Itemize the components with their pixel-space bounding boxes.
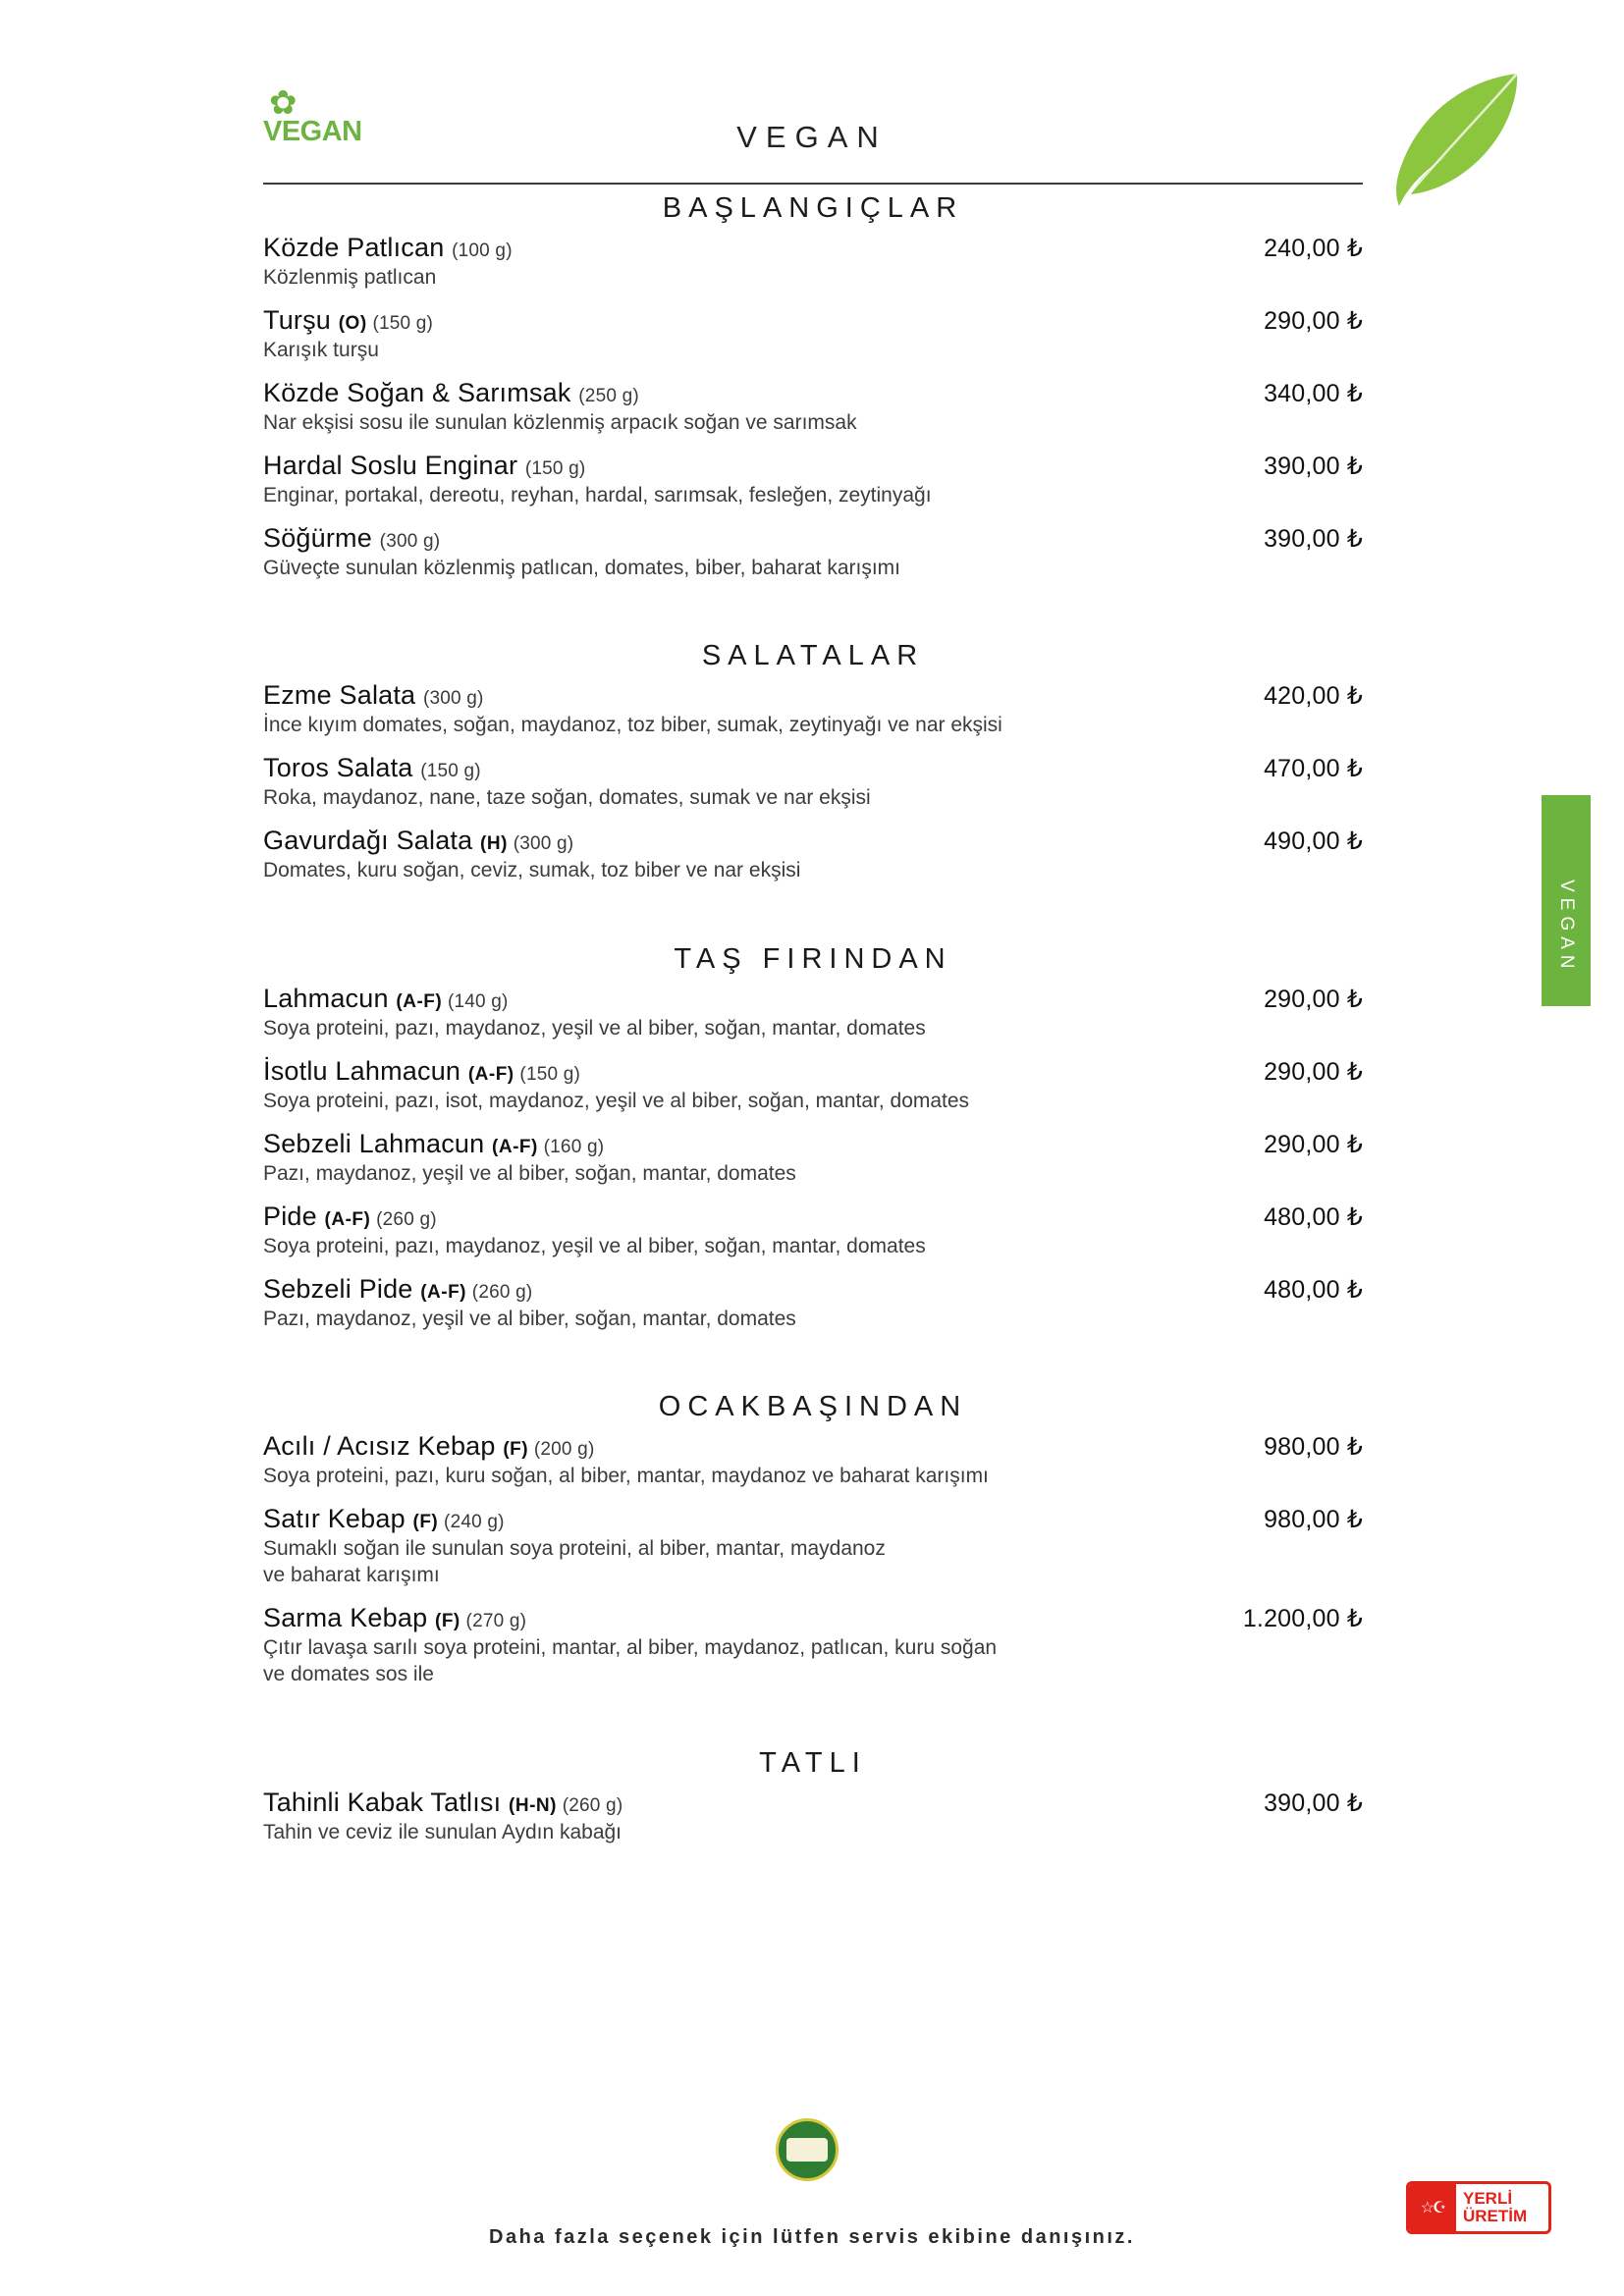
menu-item-portion: (200 g) (533, 1439, 595, 1461)
side-tab-label: VEGAN (1556, 880, 1577, 975)
section-title: BAŞLANGIÇLAR (662, 192, 964, 224)
menu-item-price: 390,00 ₺ (1264, 524, 1363, 553)
menu-item-description: Domates, kuru soğan, ceviz, sumak, toz biber ve nar ekşisi (263, 859, 801, 882)
menu-item-allergen-code: (A-F) (420, 1281, 472, 1303)
page-title: VEGAN (736, 120, 888, 154)
menu-item-header (263, 1431, 1363, 1462)
menu-item-name: İsotlu Lahmacun (A-F) (150 g) (263, 1055, 581, 1086)
menu-item-header (263, 451, 1363, 481)
menu-item-portion: (140 g) (447, 991, 509, 1012)
menu-item-allergen-code: (A-F) (467, 1063, 520, 1085)
menu-item-name: Satır Kebap (F) (240 g) (263, 1504, 505, 1534)
leaf-icon: ✿ (269, 84, 298, 122)
menu-item-name: Söğürme (300 g) (263, 522, 441, 553)
menu-item-description: İnce kıyım domates, soğan, maydanoz, toz biber, sumak, zeytinyağı ve nar ekşisi (263, 714, 1002, 737)
menu-item (263, 749, 1363, 822)
menu-item-header (263, 305, 1363, 336)
menu-item-name: Pide (A-F) (260 g) (263, 1201, 437, 1231)
footer-note: Daha fazla seçenek için lütfen servis ekibine danışınız. (489, 2226, 1135, 2248)
menu-item-name: Turşu (O) (150 g) (263, 304, 434, 335)
menu-item-portion: (250 g) (578, 385, 639, 406)
menu-item-name: Sebzeli Lahmacun (A-F) (160 g) (263, 1128, 605, 1158)
menu-item-price: 420,00 ₺ (1264, 682, 1363, 711)
menu-item-portion: (150 g) (524, 457, 586, 479)
menu-item-allergen-code: (A-F) (492, 1136, 544, 1157)
menu-item-price: 340,00 ₺ (1264, 379, 1363, 407)
menu-item (263, 374, 1363, 447)
menu-item-price: 980,00 ₺ (1264, 1433, 1363, 1462)
section-title: TATLI (759, 1746, 867, 1779)
menu-item (263, 1125, 1363, 1198)
menu-item-header (263, 984, 1363, 1014)
menu-item-description: Soya proteini, pazı, kuru soğan, al biber, mantar, maydanoz ve baharat karışımı (263, 1465, 989, 1488)
menu-item-portion: (260 g) (376, 1208, 437, 1230)
menu-item-name: Gavurdağı Salata (H) (300 g) (263, 826, 574, 856)
menu-item-allergen-code: (F) (412, 1512, 445, 1533)
menu-item-portion: (150 g) (420, 761, 481, 782)
menu-item-allergen-code: (F) (503, 1439, 534, 1461)
menu-item-allergen-code: (H) (480, 833, 514, 855)
menu-item (263, 301, 1363, 374)
menu-item-name: Toros Salata (150 g) (263, 753, 481, 783)
menu-item-portion: (270 g) (465, 1611, 527, 1631)
yerli-uretim-badge (1406, 2181, 1551, 2234)
menu-item-allergen-code: (F) (435, 1611, 466, 1631)
menu-item-price: 290,00 ₺ (1264, 986, 1363, 1013)
menu-item-description: Pazı, maydanoz, yeşil ve al biber, soğan, mantar, domates (263, 1307, 796, 1330)
menu-item (263, 1270, 1363, 1343)
menu-item-header (263, 378, 1363, 408)
menu-item (263, 519, 1363, 592)
menu-item-portion: (240 g) (444, 1512, 505, 1533)
menu-item-description: Enginar, portakal, dereotu, reyhan, hardal, sarımsak, fesleğen, zeytinyağı (263, 483, 932, 507)
menu-item-description: Güveçte sunulan közlenmiş patlıcan, domates, biber, baharat karışımı (263, 556, 901, 579)
menu-item-description: Tahin ve ceviz ile sunulan Aydın kabağı (263, 1820, 623, 1843)
menu-item-header (263, 523, 1363, 554)
menu-item (263, 447, 1363, 519)
menu-item-portion: (100 g) (452, 240, 513, 261)
menu-item-price: 290,00 ₺ (1264, 1057, 1363, 1086)
menu-item-allergen-code: (H-N) (509, 1794, 563, 1816)
section-title: SALATALAR (701, 640, 925, 672)
menu-item-name: Közde Patlıcan (100 g) (263, 233, 513, 262)
quality-seal-icon (776, 2118, 839, 2181)
menu-item-description: Sumaklı soğan ile sunulan soya proteini, al biber, mantar, maydanoz ve baharat karışımı (263, 1537, 886, 1587)
menu-item-portion: (300 g) (513, 833, 574, 855)
menu-item-portion: (260 g) (562, 1794, 623, 1816)
menu-item-price: 470,00 ₺ (1264, 755, 1363, 783)
menu-item-header (263, 1274, 1363, 1305)
menu-item-price: 290,00 ₺ (1264, 306, 1363, 335)
menu-item-header (263, 1056, 1363, 1087)
menu-item-description: Soya proteini, pazı, maydanoz, yeşil ve al biber, soğan, mantar, domates (263, 1234, 926, 1257)
menu-item-portion: (300 g) (379, 530, 441, 552)
menu-item (263, 1198, 1363, 1270)
menu-item-name: Ezme Salata (300 g) (263, 680, 484, 711)
menu-item-price: 240,00 ₺ (1264, 235, 1363, 262)
menu-item (263, 1052, 1363, 1125)
menu-item-header (263, 1504, 1363, 1534)
menu-item (263, 1784, 1363, 1856)
menu-item (263, 1599, 1363, 1698)
menu-item-header (263, 1201, 1363, 1232)
leaf-illustration-icon (1370, 69, 1527, 211)
menu-item (263, 229, 1363, 301)
menu-item-description: Pazı, maydanoz, yeşil ve al biber, soğan, mantar, domates (263, 1161, 796, 1185)
menu-item (263, 822, 1363, 894)
menu-item-price: 490,00 ₺ (1264, 828, 1363, 856)
vegan-logo-label: VEGAN (263, 116, 362, 147)
menu-item (263, 676, 1363, 749)
menu-item-price: 480,00 ₺ (1264, 1275, 1363, 1304)
menu-item-allergen-code: (A-F) (396, 991, 448, 1012)
menu-item-name: Közde Soğan & Sarımsak (250 g) (263, 377, 639, 407)
menu-item-header (263, 1603, 1363, 1633)
menu-item-name: Tahinli Kabak Tatlısı (H-N) (260 g) (263, 1787, 623, 1817)
menu-item-portion: (160 g) (543, 1136, 605, 1157)
header-divider (263, 183, 1363, 185)
menu-item-header (263, 680, 1363, 711)
menu-item-description: Çıtır lavaşa sarılı soya proteini, mantar, al biber, maydanoz, patlıcan, kuru soğan ve domates sos ile (263, 1636, 998, 1685)
menu-item-allergen-code: (O) (338, 312, 373, 334)
menu-item-name: Sebzeli Pide (A-F) (260 g) (263, 1273, 533, 1304)
menu-item-header (263, 826, 1363, 856)
menu-item (263, 1427, 1363, 1500)
menu-item-portion: (150 g) (372, 312, 434, 334)
menu-sections (263, 192, 1363, 1856)
menu-item-description: Soya proteini, pazı, maydanoz, yeşil ve al biber, soğan, mantar, domates (263, 1017, 926, 1040)
menu-item-description: Nar ekşisi sosu ile sunulan közlenmiş arpacık soğan ve sarımsak (263, 410, 857, 434)
menu-item-price: 1.200,00 ₺ (1242, 1605, 1363, 1632)
menu-item-description: Karışık turşu (263, 338, 379, 361)
menu-item-price: 980,00 ₺ (1264, 1506, 1363, 1534)
menu-item (263, 1500, 1363, 1599)
menu-item-description: Roka, maydanoz, nane, taze soğan, domates, sumak ve nar ekşisi (263, 786, 871, 810)
menu-item-price: 390,00 ₺ (1264, 1789, 1363, 1817)
menu-item-allergen-code: (A-F) (324, 1208, 377, 1230)
section-title: TAŞ FIRINDAN (674, 943, 952, 975)
yerli-badge-line1: YERLİ (1463, 2189, 1513, 2209)
menu-item-portion: (260 g) (471, 1281, 533, 1303)
menu-item-name: Hardal Soslu Enginar (150 g) (263, 450, 586, 480)
menu-item-name: Lahmacun (A-F) (140 g) (263, 984, 509, 1013)
menu-item-portion: (300 g) (422, 688, 484, 710)
menu-item-header (263, 233, 1363, 263)
flag-icon: ☆☪ (1409, 2184, 1456, 2231)
menu-item (263, 980, 1363, 1052)
menu-item-header (263, 753, 1363, 783)
menu-item-header (263, 1788, 1363, 1818)
menu-item-price: 480,00 ₺ (1264, 1202, 1363, 1231)
menu-item-name: Acılı / Acısız Kebap (F) (200 g) (263, 1431, 595, 1462)
section-title: OCAKBAŞINDAN (658, 1391, 968, 1423)
side-tab-vegan (1542, 795, 1591, 1006)
menu-item-description: Közlenmiş patlıcan (263, 266, 437, 289)
menu-item-description: Soya proteini, pazı, isot, maydanoz, yeşil ve al biber, soğan, mantar, domates (263, 1089, 970, 1112)
yerli-badge-line2: ÜRETİM (1463, 2207, 1528, 2225)
menu-item-price: 290,00 ₺ (1264, 1130, 1363, 1158)
menu-item-portion: (150 g) (519, 1063, 581, 1085)
menu-item-name: Sarma Kebap (F) (270 g) (263, 1603, 527, 1632)
menu-item-price: 390,00 ₺ (1264, 452, 1363, 480)
menu-item-header (263, 1129, 1363, 1159)
